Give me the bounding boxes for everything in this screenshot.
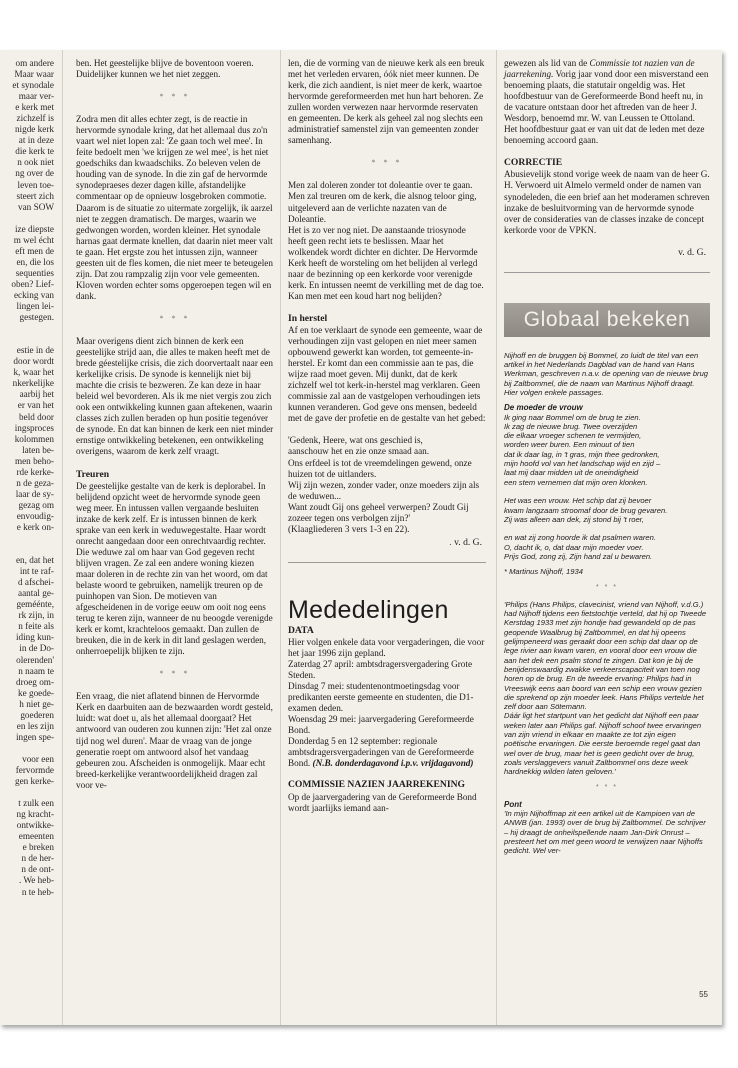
cut-text-line: om andere	[15, 58, 54, 68]
section-rule	[504, 272, 710, 273]
subheading-in-herstel: In herstel	[288, 312, 328, 324]
cut-text-line: nkerkelijke	[12, 378, 54, 389]
paragraph: Hier volgen enkele data voor vergaderingen, die voor het jaar 1996 zijn gepland.	[288, 636, 485, 658]
date-item: Woensdag 29 mei: jaarvergadering Gereformeerde Bond.	[288, 714, 474, 736]
paragraph: Dáár ligt het startpunt van het gedicht dat Nijhoff een paar weken later aan Philips gaf. Nijhoff schoof twee ervaringen van zijn vriend in elkaar en maakte ze tot zijn eigen poëtische ervaringen. Die eerste beroemde regel gaat dan wel over de brug, maar het is geen gedicht over de brug, zoals verslaggevers vanuit Zaltbommel ons deze week hardnekkig wilden laten geloven.'	[504, 711, 702, 777]
cut-text-line: Maar waar	[14, 69, 54, 80]
cut-text-line: e kerk on-	[16, 521, 54, 532]
cut-text-line: maar ver-	[18, 91, 54, 102]
section-divider: * * *	[595, 783, 619, 791]
paragraph: Nijhoff en de bruggen bij Bommel, zo luidt de titel van een artikel in het Nederlands Dagblad van de hand van Hans Werkman, geschreven n.a.v. de opening van de nieuwe brug bij Zaltbommel, die de naam van Martinus Nijhoff draagt. Hier volgen enkele passages.	[504, 350, 709, 397]
cut-text-line: ke goede-	[18, 687, 54, 698]
cut-text-line: men beho-	[14, 455, 54, 466]
paragraph: Op de jaarvergadering van de Gereformeerde Bond wordt jaarlijks iemand aan-	[288, 791, 477, 813]
paragraph: Af en toe verklaart de synode een gemeente, waar de verhoudingen zijn vast gelopen en niet meer samen opbouwend gewerkt kan worden, tot gemeente-in-herstel. Er komt dan een commissie aan te pas, die wijze raad moet geven. Mij dunkt, dat de kerk zichzelf wel tot kerk-in-herstel mag verklaren. Geen commissie zal aan de vastgelopen verhoudingen iets kunnen veranderen. God geve ons mensen, bedeeld met de gave der profetie en de gestalte van het gebed:	[288, 324, 486, 424]
cut-text-line: ng kracht-	[16, 809, 54, 820]
cut-text-line: fervormde	[15, 765, 54, 775]
cut-text-line: n de ont-	[21, 864, 54, 875]
cut-text-line: die kerk te	[15, 146, 54, 157]
poem-line: laat mij daar midden uit de oneindigheid	[504, 468, 639, 478]
cut-text-line: er van het	[17, 400, 54, 411]
cut-text-line: en les zijn	[16, 720, 54, 731]
column-globaal-bekeken	[504, 351, 710, 856]
section-divider: * * *	[371, 158, 403, 168]
paragraph: ben. Het geestelijke blijve de boventoon voeren. Duidelijker kunnen we het niet zeggen.	[76, 58, 254, 80]
cut-text-line: n de her-	[21, 853, 54, 864]
article-column-1	[76, 58, 274, 802]
cut-text-line: voor een	[22, 753, 54, 764]
cut-text-line: ize diepste	[14, 223, 54, 234]
poem-line: Prijs God, zong zij, Zijn hand zal u bewaren.	[504, 551, 653, 561]
cut-text-line: olerenden'	[16, 654, 54, 665]
cut-text-line	[4, 334, 54, 345]
poem-author: * Martinus Nijhoff, 1934	[504, 567, 583, 577]
cut-text-line: en, dat het	[15, 555, 54, 566]
poem-line: Ik zag de nieuwe brug. Twee overzijden	[504, 421, 638, 431]
cut-text-line: steert zich	[16, 190, 54, 201]
cut-text-line: door wordt	[13, 356, 54, 367]
column-rule	[62, 50, 63, 1025]
cut-text-line: eft men de	[15, 245, 54, 256]
quote-line: Want zoudt Gij ons geheel verwerpen? Zoudt Gij zozeer tegen ons verbolgen zijn?'	[288, 501, 469, 523]
quote-line: Ons erfdeel is tot de vreemdelingen gewend, onze huizen tot de uitlanders.	[288, 457, 472, 479]
scripture-quote	[288, 435, 486, 534]
poem-line: worden weer buren. Een minuut of tien	[504, 440, 635, 450]
cut-text-line: in de Do-	[19, 643, 54, 654]
date-note: (N.B. donderdagavond i.p.v. vrijdagavond)	[312, 758, 474, 769]
cut-text-line: h niet ge-	[19, 698, 54, 709]
cut-text-line: m wel écht	[13, 234, 54, 245]
cut-text-line: iding kun-	[15, 632, 54, 643]
cut-text-line: int te raf-	[19, 566, 54, 577]
cut-text-line	[4, 743, 54, 754]
cut-text-line: n ook niet	[17, 157, 54, 168]
quote-line: (Klaagliederen 3 vers 1-3 en 22).	[288, 523, 410, 534]
poem-line: Ik ging naar Bommel om de brug te zien.	[504, 412, 641, 422]
cut-text-line	[4, 213, 54, 224]
section-divider: * * *	[159, 92, 191, 102]
paragraph: Een vraag, die niet aflatend binnen de Hervormde Kerk en daarbuiten aan de bezwaarden wordt gesteld, luidt: wat doet u, als het allemaal doorgaat? Het antwoord van ouderen zou kunnen zijn: 'Het zal onze tijd nog wel duren'. Maar de vraag van de jonge generatie roept om antwoord alsof het vandaag gebeuren zou. Afscheiden is onmogelijk. Maar echt breed-kerkelijke verantwoordelijkheid dragen zal voor ve-	[76, 691, 273, 790]
cut-text-line: en, die los	[16, 256, 54, 267]
section-divider: * * *	[159, 313, 191, 323]
poem	[504, 413, 710, 562]
cut-text-line: lingen lei-	[16, 301, 54, 312]
paragraph: 'In mijn Nijhoffmap zit een artikel uit de Kampioen van de ANWB (jan. 1993) over de brug bij Zaltbommel. De schrijver – hij draagt de onheilspellende naam Jan-Dirk Onrust – presteert het om met geen woord te verwijzen naar Nijhoffs gedicht. Wel ver-	[504, 809, 706, 856]
paragraph: 'Philips (Hans Philips, clavecinist, vriend van Nijhoff, v.d.G.) had Nijhoff tijdens een fietstochtje verteld, dat hij op Tweede Kerstdag 1933 met zijn hondje had gewandeld op de pas geopende Waalbrug bij Zaltbommel, en dat hij opeens gelijmpeneerd was geraakt door een schip dat daar op de lege rivier aan kwam varen, en vooral door een vrouw die aan het dek een psalm stond te zingen. Dat kon je bij de benijdenswaardig zwakke verkeerscapaciteit van toen nog horen op de brug. En de tweede ervaring: Philips had in Vreeswijk eens aan boord van een schip een vrouw gezien die sprekend op zijn moeder leek. Hans Philips vertelde het zelf door aan Sötemann.	[504, 599, 707, 712]
cut-text-line: ecking van	[13, 289, 54, 300]
cut-text-line: d afschei-	[18, 577, 54, 588]
cut-text-line: n feite als	[18, 621, 54, 632]
cut-text-line: nigde kerk	[14, 124, 54, 135]
section-rule	[288, 562, 486, 563]
quote-line: Wij zijn wezen, zonder vader, onze moeders zijn als de weduwen...	[288, 479, 480, 501]
poem-line: mijn hoofd vol van het landschap wijd en zijd –	[504, 459, 661, 469]
section-divider: * * *	[159, 669, 191, 679]
cut-text-line: ontwikke-	[16, 820, 54, 831]
cut-text-line: estie in de	[16, 345, 54, 356]
article-column-3	[504, 58, 710, 862]
cut-text-line: at in deze	[18, 135, 54, 146]
cut-text-line: rk zijn, in	[18, 610, 54, 621]
cut-text-line: rde kerke-	[16, 466, 54, 477]
cut-text-line: emeenten	[18, 831, 54, 842]
paragraph: gewezen als lid van de Commissie tot nazien van de jaarrekening. Vorig jaar vond door een misverstand een benoeming plaats, die statutair ongeldig was. Het hoofdbestuur van de Gereformeerde Bond heeft nu, in de vacature ontstaan door het aftreden van de heer J. Wesdorp, benoemd mr. W. van Leussen te Ottoland. Het hoofdbestuur gaat er van uit dat de leden met deze benoeming accoord gaan.	[504, 58, 709, 146]
cut-text-line: envoudig-	[16, 510, 54, 521]
cut-text-line: geméénte,	[16, 599, 54, 610]
cut-text-line: e breken	[22, 842, 54, 853]
section-title-mededelingen: Mededelingen	[288, 595, 449, 624]
page-number: 55	[699, 990, 708, 999]
cut-text-line: ingen spe-	[15, 731, 54, 742]
cut-text-line	[4, 533, 54, 544]
date-item: Dinsdag 7 mei: studentenontmoetingsdag voor predikanten eerste gemeente en studenten, die D1-examen deden.	[288, 681, 474, 714]
cut-text-line: van SOW	[18, 201, 54, 212]
subheading-pont: Pont	[504, 799, 522, 809]
poem-line: dat ik daar lag, in 't gras, mijn thee gedronken,	[504, 449, 660, 459]
cut-text-line: leven toe-	[17, 179, 54, 190]
cut-text-line: ingsproces	[14, 422, 54, 433]
subheading-treuren: Treuren	[76, 468, 110, 480]
quote-line: 'Gedenk, Heere, wat ons geschied is,	[288, 435, 423, 446]
poem-line: Het was een vrouw. Het schip dat zij bevoer	[504, 496, 652, 506]
column-rule	[496, 50, 497, 1025]
article-column-2	[288, 58, 486, 825]
cut-text-line: gen kerke-	[14, 776, 54, 787]
cut-text-line: n te heb-	[21, 886, 54, 897]
paragraph: Het is zo ver nog niet. De aanstaande triosynode heeft geen recht iets te beslissen. Maar het wolkendek wordt dichter en dichter. De Hervormde Kerk heeft de worsteling om het belijden al verlegd naar de bezinning op een kerkorde voor verenigde kerk. En intussen neemt de verkilling met de dag toe. Kan men met een koud hart nog belijden?	[288, 224, 484, 301]
poem-line: Zij was alleen aan dek, zij stond bij 't roer,	[504, 514, 644, 524]
cut-text-line: sequenties	[15, 267, 54, 278]
globaal-bekeken-banner: Globaal bekeken	[504, 303, 710, 337]
cut-text-line: n de geza-	[16, 477, 54, 488]
cut-text-line: k, waar het	[13, 367, 54, 378]
subheading-poem: De moeder de vrouw	[504, 403, 583, 413]
poem-line: een stem vernemen dat mijn oren klonken.	[504, 477, 648, 487]
cut-text-line: droeg om-	[15, 676, 54, 687]
magazine-page	[0, 50, 722, 1025]
paragraph: Maar overigens dient zich binnen de kerk een geestelijke strijd aan, die alles te maken heeft met de brede géestelijke crisis, die zich doorvertaalt naar een kerkelijke crisis. De synode is kennelijk niet bij machte die crisis te bezweren. Ze kan deze in haar beleid wel bevorderen. Als ik me niet vergis zou zich ook een ontwikkeling kunnen gaan aftekenen, waarin classes zich zullen beraden op hun positie tegenóver de synode. En dat kan binnen de kerk een niet minder ernstige ontwikkeling betekenen, een ontwikkeling overigens, waarom de kerk zelf vraagt.	[76, 335, 274, 457]
cut-text-line	[4, 544, 54, 555]
cut-text-line: gezag om	[18, 499, 54, 510]
paragraph: Abusievelijk stond vorige week de naam van de heer G. H. Verwoerd uit Almelo vermeld onder de namen van synodeleden, die een brief aan het moderamen schreven inzake de besluitvorming van de hervormde synode over de consideraties van de classes inzake de concept kerkorde voor de VPKN.	[504, 169, 710, 235]
poem-line: kwam langzaam stroomaf door de brug gevaren.	[504, 505, 668, 515]
poem-line	[504, 524, 710, 533]
date-item: Donderdag 5 en 12 september: regionale ambtsdragersvergaderingen van de Gereformeerde Bond. (N.B. donderdagavond i.p.v. vrijdagavond)	[288, 736, 474, 769]
cut-text-line: n naam te	[18, 665, 54, 676]
cut-text-line: oben? Lief-	[11, 278, 54, 289]
paragraph: Zodra men dit alles echter zegt, is de reactie in hervormde synodale kring, dat het allemaal dus zo'n vaart wel niet lopen zal: 'Ze gaan toch wel mee'. In feite bedoelt men 'we krijgen ze wel mee', is het niet goedschiks dan kwaadschiks. Zo beleven velen de houding van de synode. In die zin gaf de hervormde synodepraeses dezer dagen kille, afstandelijke commentaar op de opnieuw losgebroken commotie. Daarom is de situatie zo uitermate zorgelijk, ik aarzel niet te zeggen dramatisch. De marges, waarin we gedwongen worden, worden kleiner. Het synodale harnas gaat dermate knellen, dat daarin niet meer valt te gaan. Het ergste zou het intussen zijn, wanneer geesten uit de fles komen, die niet meer te beteugelen zijn. Dat zou rampzalig zijn voor vele gemeenten. Kloven worden echter soms opgeroepen tegen wil en dank.	[76, 114, 273, 301]
paragraph: De geestelijke gestalte van de kerk is deplorabel. In belijdend opzicht weet de hervormde synode geen weg meer. En intussen vallen vergaande besluiten inzake de kerk zelf. Er is intussen binnen de kerk sprake van een kerk in weduwegestalte. Haar wordt onrecht aangedaan door een onrechtvaardig rechter. Die weduwe zal om haar van God gegeven recht blijven vragen. Ze zal een andere woning kiezen maar doleren in de rechte zin van het woord, om dat belaste woord te gebruiken, namelijk treuren op de puinhopen van Sion. De motieven van afgescheidenen in de vorige eeuw om ooit nog eens terug te keren zijn, wanneer de nu beoogde verenigde kerk er komt, krachteloos gemaakt. Dan zullen de breuken, die in de kerk in dit land geslagen werden, onherroepelijk blijken te zijn.	[76, 480, 273, 657]
column-rule	[280, 50, 281, 1025]
left-cut-column	[4, 58, 54, 898]
cut-text-line: aantal ge-	[18, 588, 54, 599]
quote-line: aanschouw het en zie onze smaad aan.	[288, 446, 430, 457]
poem-line	[504, 487, 710, 496]
signature: v. d. G.	[678, 246, 706, 258]
cut-text-line: t zulk een	[18, 798, 54, 809]
cut-text-line: beld door	[19, 411, 54, 422]
cut-text-line: kolommen	[14, 433, 54, 444]
cut-text-line: . We heb-	[18, 875, 54, 886]
cut-text-line: e kerk met	[15, 102, 54, 113]
subheading-correctie: CORRECTIE	[504, 157, 563, 169]
cut-text-line: gestegen.	[19, 312, 54, 323]
poem-line: en wat zij zong hoorde ik dat psalmen waren.	[504, 533, 656, 543]
cut-text-line	[4, 323, 54, 334]
signature: . v. d. G.	[449, 536, 482, 548]
cut-text-line: ng over de	[15, 168, 54, 179]
paragraph: len, die de vorming van de nieuwe kerk als een breuk met het verleden ervaren, óók niet meer kunnen. De kerk, die zich aandient, is niet meer de kerk, waartoe hervormde gereformeerden met hun hart behoren. Ze zullen worden verwezen naar hervormde reservaten en gemeenten. De kerk als geheel zal nog slechts een administratief samenstel zijn van gemeenten zonder samenhang.	[288, 58, 485, 146]
cut-text-line: goederen	[20, 709, 54, 720]
date-item: Zaterdag 27 april: ambtsdragersvergadering Grote Steden.	[288, 659, 473, 681]
cut-text-line	[4, 787, 54, 798]
cut-text-line: aarbij het	[19, 389, 54, 400]
poem-line: die elkaar vroeger schenen te vermijden,	[504, 431, 642, 441]
paragraph: Men zal doleren zonder tot doleantie over te gaan. Men zal treuren om de kerk, die alsnog teloor ging, uitgeleverd aan de verlichte nazaten van de Doleantie.	[288, 180, 477, 224]
subheading-data: DATA	[288, 624, 314, 636]
cut-text-line: et synodale	[12, 80, 54, 91]
cut-text-line: laten be-	[22, 444, 54, 455]
cut-text-line: laar de sy-	[15, 488, 54, 499]
subheading-commissie: COMMISSIE NAZIEN JAARREKENING	[288, 779, 465, 791]
poem-line: O, dacht ik, o, dat daar mijn moeder voer.	[504, 542, 644, 552]
section-divider: * * *	[595, 583, 619, 591]
cut-text-line: zichzelf is	[16, 113, 54, 124]
